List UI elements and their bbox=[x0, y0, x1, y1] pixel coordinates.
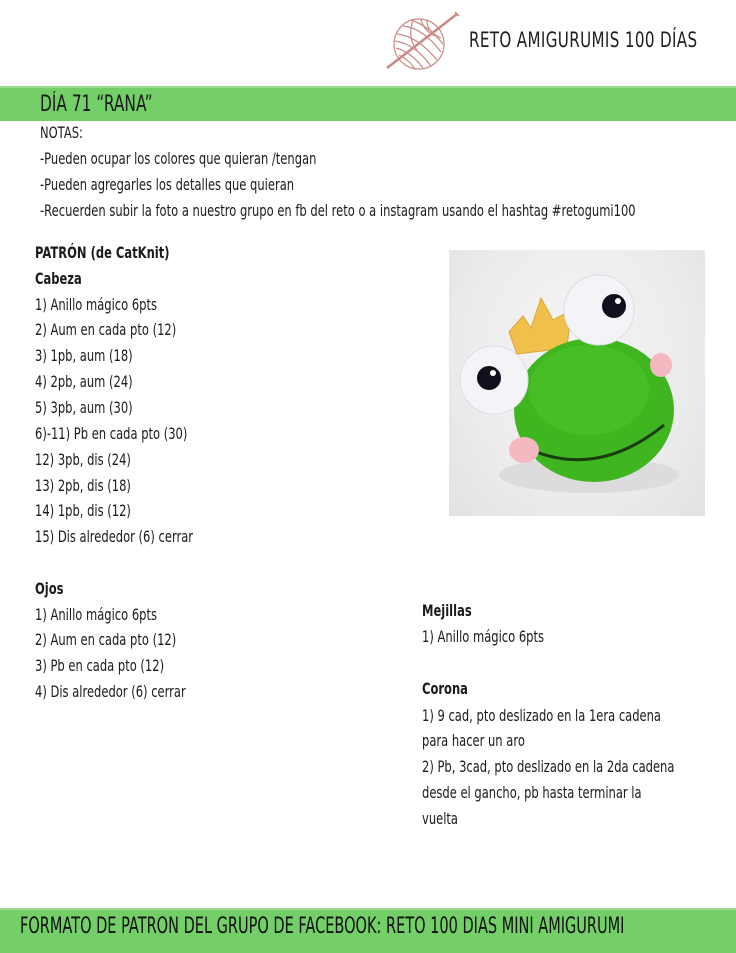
section-title-ojos: Ojos bbox=[35, 579, 64, 598]
pattern-heading: PATRÓN (de CatKnit) bbox=[35, 243, 170, 262]
step: 1) Anillo mágico 6pts bbox=[422, 627, 544, 646]
step: 5) 3pb, aum (30) bbox=[35, 398, 133, 417]
step: 2) Pb, 3cad, pto deslizado en la 2da cadena bbox=[422, 757, 675, 776]
step: 4) Dis alrededor (6) cerrar bbox=[35, 682, 186, 701]
step: 12) 3pb, dis (24) bbox=[35, 450, 131, 469]
note-item: -Recuerden subir la foto a nuestro grupo en fb del reto o a instagram usando el hashtag #retogumi100 bbox=[40, 201, 636, 220]
notes-heading: NOTAS: bbox=[40, 123, 83, 142]
step: 1) Anillo mágico 6pts bbox=[35, 605, 157, 624]
section-title-mejillas: Mejillas bbox=[422, 601, 472, 620]
footer-text: FORMATO DE PATRON DEL GRUPO DE FACEBOOK: RETO 100 DIAS MINI AMIGURUMI bbox=[20, 914, 625, 939]
step: 4) 2pb, aum (24) bbox=[35, 372, 133, 391]
section-title-corona: Corona bbox=[422, 679, 468, 698]
step: para hacer un aro bbox=[422, 731, 525, 750]
yarn-ball-crochet-hook-icon bbox=[383, 8, 463, 76]
step: 2) Aum en cada pto (12) bbox=[35, 630, 177, 649]
step: 2) Aum en cada pto (12) bbox=[35, 320, 177, 339]
step: 3) 1pb, aum (18) bbox=[35, 346, 133, 365]
day-title: DÍA 71 “RANA” bbox=[40, 92, 153, 117]
note-item: -Pueden agregarles los detalles que quieran bbox=[40, 175, 295, 194]
section-title-cabeza: Cabeza bbox=[35, 269, 82, 288]
step: 3) Pb en cada pto (12) bbox=[35, 656, 165, 675]
step: vuelta bbox=[422, 809, 458, 828]
step: 1) Anillo mágico 6pts bbox=[35, 295, 157, 314]
step: 1) 9 cad, pto deslizado en la 1era cadena bbox=[422, 706, 661, 725]
step: 15) Dis alrededor (6) cerrar bbox=[35, 527, 194, 546]
step: 6)-11) Pb en cada pto (30) bbox=[35, 424, 188, 443]
frog-amigurumi-photo bbox=[449, 250, 705, 516]
step: 14) 1pb, dis (12) bbox=[35, 501, 131, 520]
note-item: -Pueden ocupar los colores que quieran /tengan bbox=[40, 149, 317, 168]
step: desde el gancho, pb hasta terminar la bbox=[422, 783, 642, 802]
frog-illustration bbox=[449, 250, 705, 516]
step: 13) 2pb, dis (18) bbox=[35, 476, 131, 495]
header-title: RETO AMIGURUMIS 100 DÍAS bbox=[469, 28, 698, 52]
